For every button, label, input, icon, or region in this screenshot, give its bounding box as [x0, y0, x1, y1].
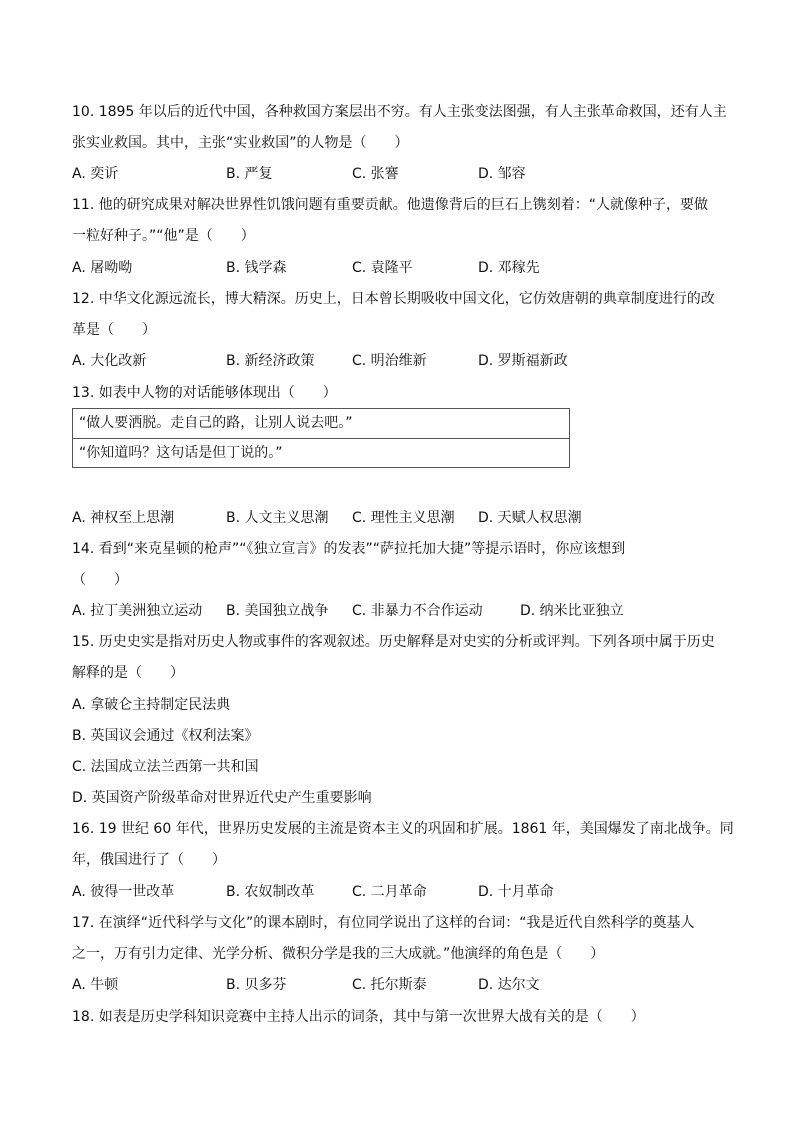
option-a: A. 大化改新 — [72, 353, 147, 369]
question-15-line-1: 15. 历史史实是指对历史人物或事件的客观叙述。历史解释是对史实的分析或评判。下列各项中属于历史 — [72, 634, 715, 650]
option-d: D. 邹容 — [478, 166, 526, 182]
dialogue-table — [72, 408, 570, 468]
option-d: D. 邓稼先 — [478, 260, 540, 276]
question-11-line-1: 11. 他的研究成果对解决世界性饥饿问题有重要贡献。他遗像背后的巨石上镌刻着：“人就像种子，要做 — [72, 197, 708, 213]
option-d: D. 天赋人权思潮 — [478, 510, 582, 526]
question-17-line-1: 17. 在演绎“近代科学与文化”的课本剧时，有位同学说出了这样的台词：“我是近代自然科学的奠基人 — [72, 915, 695, 931]
option-b: B. 农奴制改革 — [226, 884, 315, 900]
question-10-line-2: 张实业救国。其中，主张“实业救国”的人物是（ ） — [72, 135, 409, 151]
option-c: C. 法国成立法兰西第一共和国 — [72, 759, 259, 775]
option-d: D. 英国资产阶级革命对世界近代史产生重要影响 — [72, 790, 372, 806]
question-18-line-1: 18. 如表是历史学科知识竞赛中主持人出示的词条，其中与第一次世界大战有关的是（ ） — [72, 1009, 645, 1025]
option-d: D. 十月革命 — [478, 884, 554, 900]
option-a: A. 牛顿 — [72, 977, 119, 993]
option-c: C. 托尔斯泰 — [352, 977, 427, 993]
option-a: A. 拿破仑主持制定民法典 — [72, 697, 231, 713]
question-10-options — [72, 164, 732, 184]
option-d: D. 达尔文 — [478, 977, 540, 993]
option-c: C. 袁隆平 — [352, 260, 413, 276]
question-14-line-2: （ ） — [72, 572, 128, 588]
option-a: A. 奕䜣 — [72, 166, 119, 182]
option-c: C. 明治维新 — [352, 353, 427, 369]
question-11-options — [72, 258, 732, 278]
question-17-line-2: 之一，万有引力定律、光学分析、微积分学是我的三大成就。”他演绎的角色是（ ） — [72, 946, 605, 962]
question-16-line-1: 16. 19 世纪 60 年代，世界历史发展的主流是资本主义的巩固和扩展。1861 年，美国爆发了南北战争。同 — [72, 821, 734, 837]
question-16-line-2: 年，俄国进行了（ ） — [72, 852, 226, 868]
option-b: B. 贝多芬 — [226, 977, 287, 993]
option-c: C. 非暴力不合作运动 — [352, 603, 483, 619]
question-12-line-1: 12. 中华文化源远流长，博大精深。历史上，日本曾长期吸收中国文化，它仿效唐朝的典章制度进行的改 — [72, 291, 715, 307]
option-b: B. 严复 — [226, 166, 273, 182]
option-b: B. 英国议会通过《权利法案》 — [72, 728, 259, 744]
option-a: A. 拉丁美洲独立运动 — [72, 603, 203, 619]
option-c: C. 张謇 — [352, 166, 399, 182]
option-b: B. 人文主义思潮 — [226, 510, 329, 526]
dialogue-row-2: “你知道吗？这句话是但丁说的。” — [79, 445, 283, 461]
option-a: A. 彼得一世改革 — [72, 884, 175, 900]
question-12-line-2: 革是（ ） — [72, 322, 156, 338]
question-14-line-1: 14. 看到“来克星顿的枪声”“《独立宣言》的发表”“萨拉托加大捷”等提示语时，你应该想到 — [72, 541, 626, 557]
option-b: B. 钱学森 — [226, 260, 287, 276]
dialogue-row-1: “做人要洒脱。走自己的路，让别人说去吧。” — [73, 409, 569, 439]
option-d: D. 罗斯福新政 — [478, 353, 568, 369]
question-17-options — [72, 975, 732, 995]
option-b: B. 新经济政策 — [226, 353, 315, 369]
question-12-options — [72, 351, 732, 371]
option-c: C. 二月革命 — [352, 884, 427, 900]
option-d: D. 纳米比亚独立 — [520, 603, 624, 619]
question-13-options — [72, 508, 732, 528]
option-a: A. 神权至上思潮 — [72, 510, 175, 526]
option-c: C. 理性主义思潮 — [352, 510, 455, 526]
question-14-options — [72, 601, 732, 621]
question-11-line-2: 一粒好种子。”“他”是（ ） — [72, 228, 255, 244]
option-b: B. 美国独立战争 — [226, 603, 329, 619]
question-15-line-2: 解释的是（ ） — [72, 665, 184, 681]
option-a: A. 屠呦呦 — [72, 260, 133, 276]
question-16-options — [72, 882, 732, 902]
question-13-line-1: 13. 如表中人物的对话能够体现出（ ） — [72, 385, 337, 401]
question-10-line-1: 10. 1895 年以后的近代中国，各种救国方案层出不穷。有人主张变法图强，有人主张革命救国，还有人主 — [72, 104, 727, 120]
